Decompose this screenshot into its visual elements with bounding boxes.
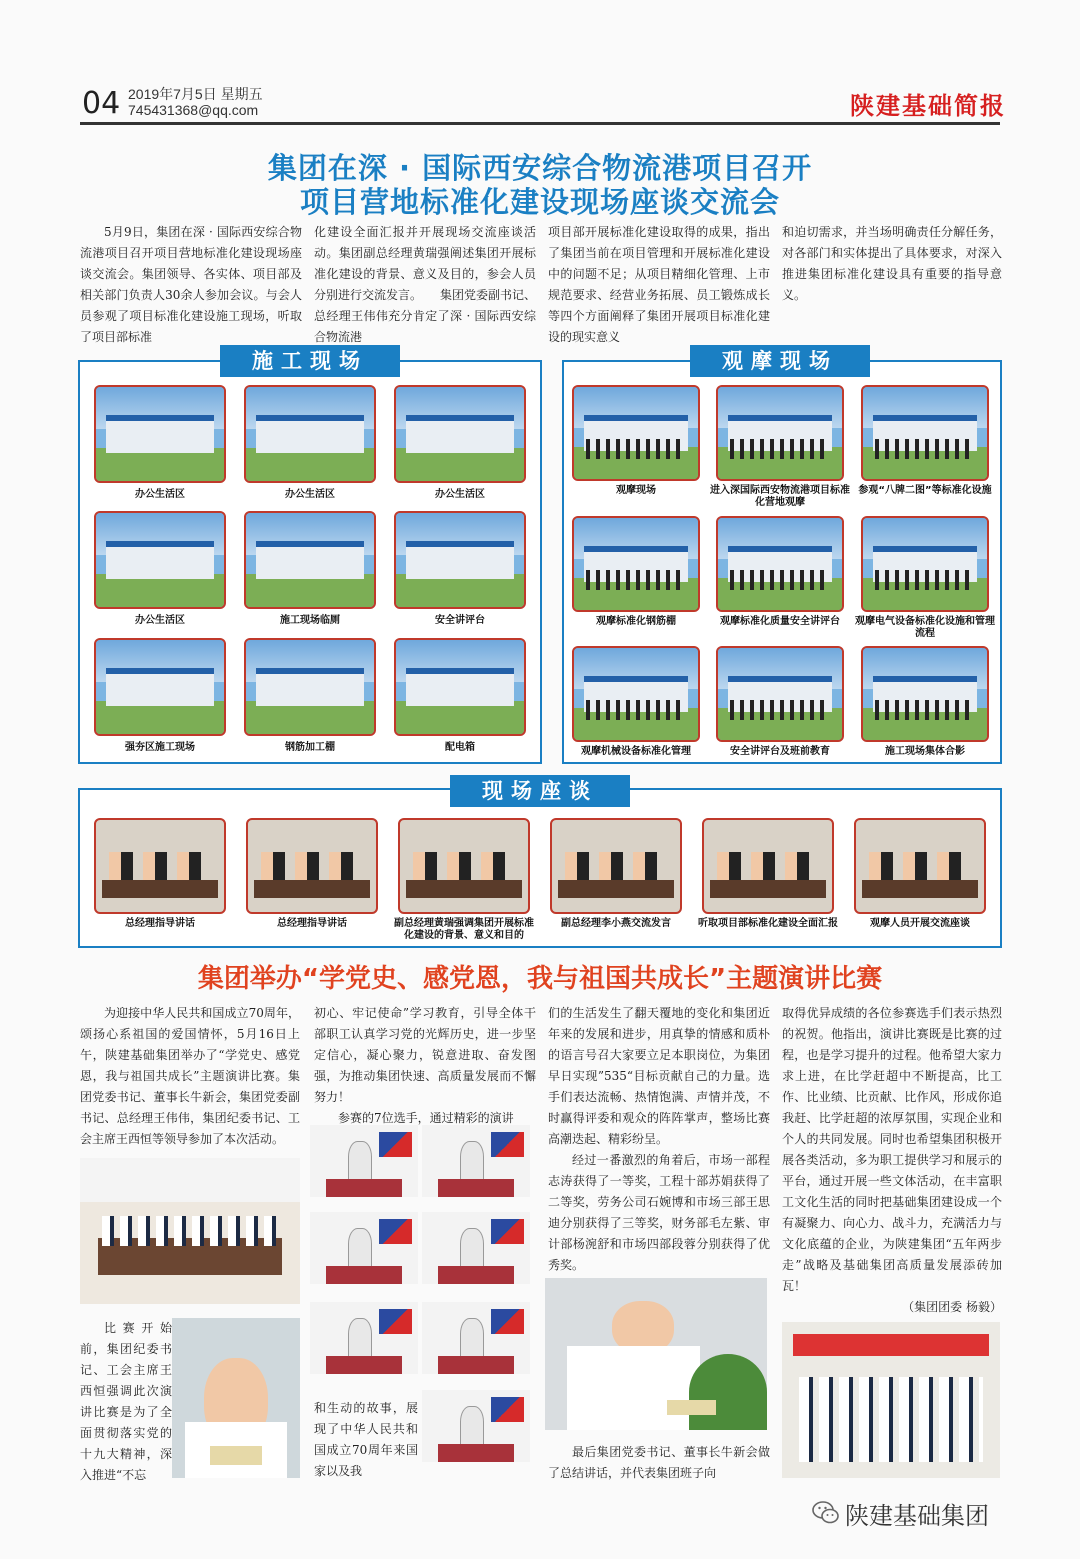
construction-photo	[244, 511, 376, 609]
meeting-photo	[854, 818, 986, 914]
contestant-speech-photo	[422, 1125, 530, 1197]
visit-photo	[861, 385, 989, 481]
meeting-photo	[94, 818, 226, 914]
visit-photo-caption: 安全讲评台及班前教育	[730, 746, 830, 757]
meeting-room-photo	[80, 1158, 300, 1304]
meeting-photo-caption: 副总经理黄瑞强调集团开展标准化建设的背景、意义和目的	[394, 918, 534, 941]
meeting-photo-caption: 总经理指导讲话	[277, 918, 347, 929]
visit-photo	[716, 385, 844, 481]
visit-photo	[861, 646, 989, 742]
construction-photo-caption: 施工现场临厕	[280, 615, 340, 626]
visit-photo-caption: 施工现场集体合影	[885, 746, 965, 757]
header-rule	[80, 122, 1000, 125]
meeting-photo	[398, 818, 530, 914]
construction-photo	[394, 511, 526, 609]
article1-column-4: 和迫切需求，并当场明确责任分解任务，对各部门和实体提出了具体要求，对深入推进集团标准化建设具有重要的指导意义。	[782, 225, 1002, 302]
article2-column-2c: 和生动的故事，展现了中华人民共和国成立70周年来国家以及我	[314, 1401, 418, 1478]
visit-photo	[861, 516, 989, 612]
masthead: 陕建基础简报	[850, 91, 1006, 120]
visit-photo-caption: 观摩电气设备标准化设施和管理流程	[855, 616, 995, 639]
article1-column-2: 化建设全面汇报并开展现场交流座谈活动。集团副总经理黄瑞强阐述集团开展标准化建设的背景、意义及目的，参会人员分别进行交流发言。 集团党委副书记、总经理王伟伟充分肯定了深 · 国际西安综合物流港	[314, 225, 537, 344]
contestant-speech-photo	[422, 1212, 530, 1284]
visit-photo-caption: 进入深国际西安物流港项目标准化营地观摩	[710, 485, 850, 508]
article2-column-2: 初心、牢记使命”学习教育，引导全体干部职工认真学习党的光辉历史，进一步坚定信心，凝心聚力，锐意进取、奋发图强，为推动集团快速、高质量发展而不懈努力！ 参赛的7位选手，通过精彩的演讲	[314, 1006, 536, 1125]
visit-photo-caption: 观摩标准化钢筋棚	[596, 616, 676, 627]
construction-photo-caption: 办公生活区	[135, 615, 185, 626]
construction-photo-caption: 办公生活区	[285, 489, 335, 500]
article2-column-1b: 比赛开始前，集团纪委书记、工会主席王西恒强调此次演讲比赛是为了全面贯彻落实党的十九大精神，深入推进“不忘	[80, 1321, 172, 1482]
construction-photo	[94, 511, 226, 609]
construction-photo-caption: 强夯区施工现场	[125, 742, 195, 753]
visit-photo	[572, 646, 700, 742]
contact-email: 745431368@qq.com	[128, 102, 259, 118]
construction-photo	[244, 638, 376, 736]
visit-photo-caption: 观摩机械设备标准化管理	[581, 746, 691, 757]
construction-photo	[94, 385, 226, 483]
construction-photo-caption: 办公生活区	[435, 489, 485, 500]
meeting-photo	[702, 818, 834, 914]
construction-section-label: 施工现场	[220, 345, 400, 377]
page-number: 04	[82, 86, 121, 121]
construction-photo	[394, 385, 526, 483]
issue-date-block	[128, 86, 263, 118]
article2-column-4: 取得优异成绩的各位参赛选手们表示热烈的祝贺。他指出，演讲比赛既是比赛的过程，也是学习提升的过程。他希望大家力求上进，在比学赶超中不断提高，比工作、比业绩、比贡献、比作风，形成你追我赶、比学赶超的浓厚氛围，实现企业和个人的共同发展。同时也希望集团积极开展各类活动，多为职工提供学习和展示的平台，通过开展一些文体活动，在丰富职工文化生活的同时把基础集团建设成一个有凝聚力、向心力、战斗力，充满活力与文化底蕴的企业，为陕建集团“五年两步走”战略及基础集团高质量发展添砖加瓦！ （集团团委 杨毅）	[782, 1003, 1002, 1318]
contestant-speech-photo	[422, 1302, 530, 1374]
contestant-speech-photo	[310, 1302, 418, 1374]
article2-column-3: 们的生活发生了翻天覆地的变化和集团近年来的发展和进步，用真挚的情感和质朴的语言号召大家要立足本职岗位，为集团早日实现”535“目标贡献自己的力量。选手们表达流畅、热情饱满、声情并茂，不时赢得评委和观众的阵阵掌声，整场比赛高潮迭起、精彩纷呈。 经过一番激烈的角着后，市场一部程志涛获得了一等奖，工程十部苏娟获得了二等奖，劳务公司石婉博和市场三部王思迪分别获得了三等奖，财务部毛左紫、审计部杨涴舒和市场四部段蓉分别获得了优秀奖。	[548, 1006, 770, 1272]
article1-column-1: 5月9日，集团在深 · 国际西安综合物流港项目召开项目营地标准化建设现场座谈交流会。集团领导、各实体、项目部及相关部门负责人30余人参加会议。与会人员参观了项目标准化建设施工现场，听取了项目部标准	[80, 225, 302, 344]
meeting-photo-caption: 观摩人员开展交流座谈	[870, 918, 970, 929]
construction-photo-caption: 安全讲评台	[435, 615, 485, 626]
construction-photo-caption: 办公生活区	[135, 489, 185, 500]
construction-photo	[394, 638, 526, 736]
article2-title: 集团举办“学党史、感党恩，我与祖国共成长”主题演讲比赛	[197, 964, 883, 994]
construction-photo-caption: 钢筋加工棚	[285, 742, 335, 753]
contestants-group-photo	[782, 1322, 1000, 1478]
article1-column-3: 项目部开展标准化建设取得的成果，指出了集团当前在项目管理和开展标准化建设中的问题不足；从项目精细化管理、上市规范要求、经营业务拓展、员工锻炼成长等四个方面阐释了集团开展项目标准化建设的现实意义	[548, 225, 770, 344]
construction-photo	[244, 385, 376, 483]
issue-date: 2019年7月5日 星期五	[128, 86, 263, 102]
visit-photo	[572, 385, 700, 481]
contestant-speech-photo	[310, 1212, 418, 1284]
meeting-section-label: 现场座谈	[450, 775, 630, 807]
article1-title-line2: 项目营地标准化建设现场座谈交流会	[299, 185, 780, 219]
visit-photo-caption: 参观“八牌二图”等标准化设施	[858, 485, 992, 496]
meeting-photo-caption: 副总经理李小燕交流发言	[561, 918, 671, 929]
wechat-account-name: 陕建基础集团	[845, 1502, 989, 1530]
meeting-photo	[550, 818, 682, 914]
visit-photo	[716, 516, 844, 612]
article1-title-line1: 集团在深 · 国际西安综合物流港项目召开	[267, 151, 813, 185]
discipline-secretary-photo	[172, 1318, 300, 1478]
meeting-photo-caption: 总经理指导讲话	[125, 918, 195, 929]
wechat-icon	[812, 1500, 840, 1526]
visit-photo-caption: 观摩现场	[616, 485, 656, 496]
visit-photo-caption: 观摩标准化质量安全讲评台	[720, 616, 840, 627]
meeting-photo-caption: 听取项目部标准化建设全面汇报	[698, 918, 838, 929]
contestant-speech-photo	[310, 1125, 418, 1197]
visit-photo	[572, 516, 700, 612]
construction-photo	[94, 638, 226, 736]
chairman-speech-photo	[545, 1278, 767, 1430]
contestant-speech-photo	[422, 1390, 530, 1462]
article2-column-1: 为迎接中华人民共和国成立70周年，颂扬心系祖国的爱国情怀，5月16日上午，陕建基础集团举办了“学党史、感党恩，我与祖国共成长”主题演讲比赛。集团党委书记、董事长牛新会，集团党委副书记、总经理王伟伟，集团纪委书记、工会主席王西恒等领导参加了本次活动。	[80, 1006, 300, 1146]
meeting-photo	[246, 818, 378, 914]
article2-column-3c: 最后集团党委书记、董事长牛新会做了总结讲话，并代表集团班子向	[548, 1445, 770, 1480]
visit-photo	[716, 646, 844, 742]
visit-section-label: 观摩现场	[690, 345, 870, 377]
article2-byline: （集团团委 杨毅）	[902, 1300, 1002, 1314]
construction-photo-caption: 配电箱	[445, 742, 475, 753]
